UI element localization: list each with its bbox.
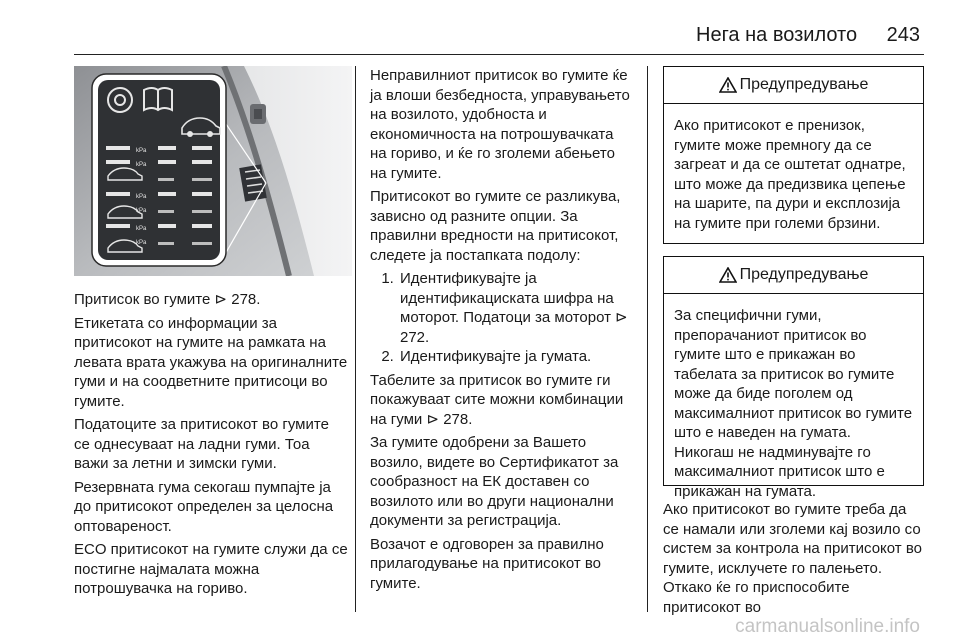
- warning-triangle-icon: [719, 77, 737, 93]
- watermark: carmanualsonline.info: [735, 616, 920, 637]
- header-section-title: Нега на возилото: [696, 24, 858, 46]
- warning-box-2: [663, 256, 924, 500]
- paragraph: Податоците за притисокот во гумите се однесуваат на ладни гуми. Тоа важи за летни и зимски гуми.: [74, 416, 329, 472]
- warning-box-1: [663, 66, 924, 244]
- paragraph: Етикетата со информации за притисокот на гумите на рамката на левата врата укажува на оригиналните гуми и на соодветните притисоци во гумите.: [74, 314, 348, 410]
- kpa-label: kPa: [136, 148, 147, 154]
- kpa-label: kPa: [136, 162, 147, 168]
- warning-triangle-icon: [719, 267, 737, 283]
- column-2: [370, 66, 634, 597]
- paragraph: Табелите за притисок во гумите ги покажуваат сите можни комбинации на гуми ⊳ 278.: [370, 371, 624, 428]
- list-item: 1. Идентификувајте ја идентификациската шифра на моторот. Податоци за моторот ⊳ 272.: [398, 269, 634, 347]
- kpa-label: kPa: [136, 226, 147, 232]
- column-divider: [647, 66, 648, 612]
- header-rule: [74, 54, 924, 55]
- paragraph: Ако притисокот во гумите треба да се намали или зголеми кај возило со систем за контрола на притисокот во гумите, исклучете го палењето. Откако ќе го приспособите притисокот во: [663, 501, 922, 616]
- kpa-label: kPa: [136, 194, 147, 200]
- tire-label-photo: [74, 66, 352, 276]
- list-item: 2. Идентификувајте ја гумата.: [398, 347, 634, 367]
- warning-body: За специфични гуми, препорачаниот притисок во гумите што е прикажан во табелата за притисок во гумите може да биде поголем од максималниот притисок во гумите што е наведен на гумата. Никогаш не надминувајте го максималниот притисок што е прикажан на гумата.: [674, 307, 913, 500]
- warning-header: [664, 257, 923, 294]
- paragraph: Притисок во гумите ⊳ 278.: [74, 291, 261, 308]
- page-number: 243: [886, 24, 920, 46]
- paragraph: Неправилниот притисок во гумите ќе ја влоши безбедноста, управувањето на возилото, удобноста и економичноста на потрошувачката на гориво, и ќе го зголеми абењето на гумите.: [370, 67, 630, 182]
- warning-title: Предупредување: [739, 266, 869, 283]
- warning-body: Ако притисокот е пренизок, гумите може премногу да се загреат и да се оштетат однатре, што може да предизвика цепење на шарите, па дури и експлозија на гумите при големи брзини.: [674, 117, 906, 232]
- kpa-label: kPa: [136, 240, 147, 246]
- paragraph: ECO притисокот на гумите служи да се постигне најмалата можна потрошувачка на гориво.: [74, 541, 348, 597]
- column-3: [663, 500, 925, 621]
- paragraph: Резервната гума секогаш пумпајте ја до притисокот определен за целосна оптовареност.: [74, 478, 334, 535]
- paragraph: Возачот е одговорен за правилно прилагодување на притисокот во гумите.: [370, 535, 604, 592]
- steps-list: [370, 269, 634, 367]
- column-divider: [355, 66, 356, 612]
- paragraph: За гумите одобрени за Вашето возило, видете во Сертификатот за сообразност на ЕК доставен со возилото или во други национални документи за регистрација.: [370, 434, 619, 529]
- kpa-label: kPa: [136, 208, 147, 214]
- paragraph: Притисокот во гумите се разликува, зависно од разните опции. За правилни вредности на притисокот, следете ја постапката подолу:: [370, 188, 621, 264]
- warning-header: [664, 67, 923, 104]
- warning-title: Предупредување: [739, 76, 869, 93]
- column-1: [74, 290, 348, 603]
